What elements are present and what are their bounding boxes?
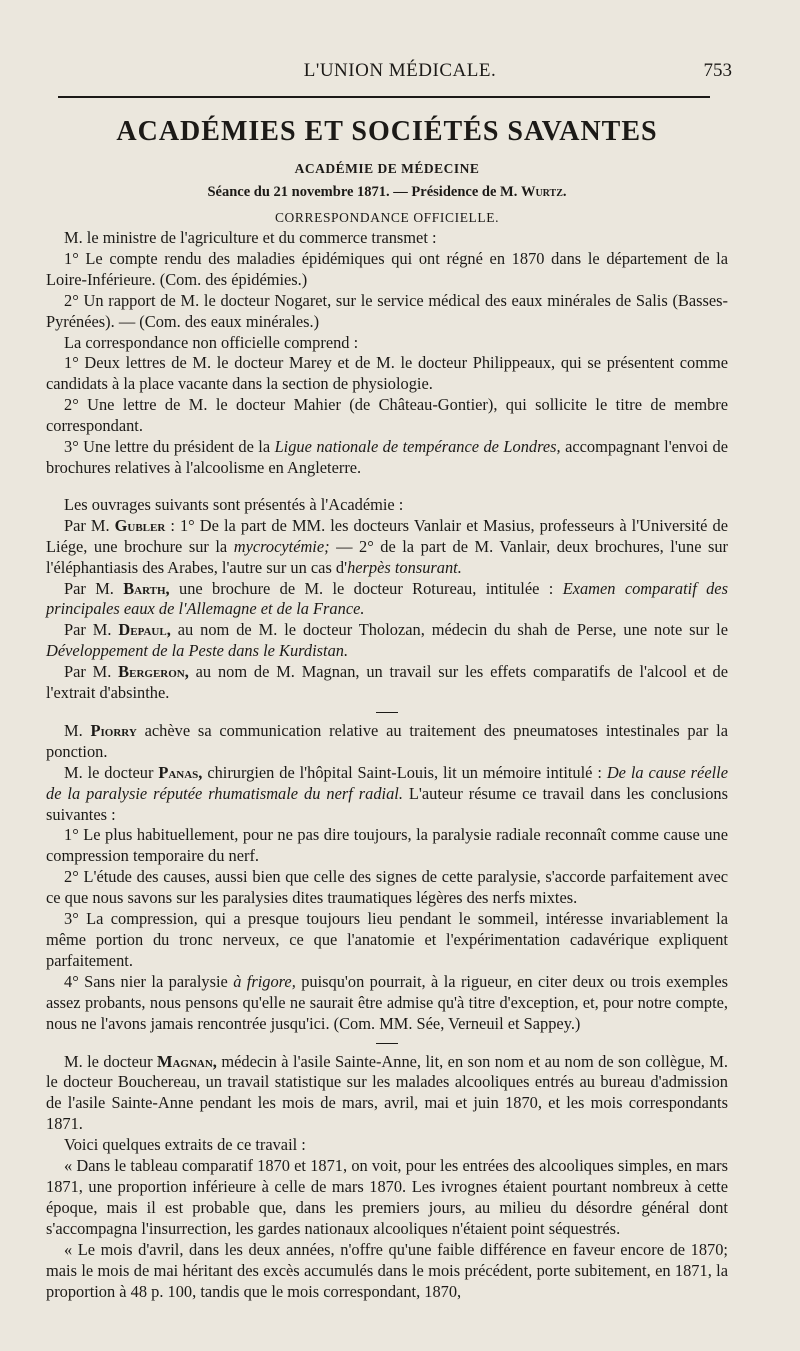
paragraph: 2° Un rapport de M. le docteur Nogaret, sur le service médical des eaux minérales de Salis (Basses-Pyrénées). — (Com. des eaux minérales.) [46, 290, 728, 331]
text: Par M. [64, 662, 112, 682]
author-name: Magnan, [156, 1051, 217, 1071]
text: M. le docteur [64, 1051, 153, 1071]
text: accompagnant l'envoi de brochures relatives à l'alcoolisme en Angleterre. [46, 437, 728, 477]
paragraph: 1° Deux lettres de M. le docteur Marey et de M. le docteur Philippeaux, qui se présentent comme candidats à la place vacante dans la section de physiologie. [46, 353, 728, 394]
paragraph [46, 972, 728, 1035]
section-title: ACADÉMIES ET SOCIÉTÉS SAVANTES [116, 116, 658, 147]
paragraph [46, 579, 728, 621]
page-number: 753 [703, 60, 732, 81]
section-divider [376, 712, 398, 713]
author-name: Bergeron, [118, 662, 189, 682]
text: chirurgien de l'hôpital Saint-Louis, lit un mémoire intitulé : [207, 762, 602, 782]
author-name: Depaul, [118, 620, 171, 640]
author-name: Barth, [123, 578, 170, 598]
running-title: L'UNION MÉDICALE. [303, 60, 497, 81]
text: médecin à l'asile Sainte-Anne, lit, en son nom et au nom de son collègue, M. le docteur Bouchereau, un travail statistique sur les malades alcooliques entrés au bureau d'admission de l'asile Sainte-Anne pendant les mois de mars, avril, mai et juin 1870, et les mois correspondants 1871. [46, 1051, 728, 1134]
paragraph [46, 721, 728, 763]
seance-president: Wurtz. [520, 184, 567, 200]
text: — 2° de la part de M. Vanlair, deux brochures, l'une sur l'éléphantiasis des Arabes, l'autre sur un cas d' [46, 536, 729, 577]
paragraph [46, 620, 728, 662]
text: Par M. [64, 578, 114, 598]
paragraph: « Le mois d'avril, dans les deux années, n'offre qu'une faible différence en faveur encore de 1870; mais le mois de mai héritant des excès accumulés dans le mois précédent, porte subitement, en 1871, la proportion à 48 p. 100, tandis que le mois correspondant, 1870, [46, 1239, 728, 1301]
paragraph: 1° Le compte rendu des maladies épidémiques qui ont régné en 1870 dans le département de la Loire-Inférieure. (Com. des épidémies.) [46, 248, 728, 289]
article [46, 108, 728, 1302]
author-name: Piorry [90, 720, 137, 740]
text: : 1° De la part de MM. les docteurs Vanlair et Masius, professeurs à l'Université de Liége, une brochure sur la [46, 515, 728, 556]
italic-title: Examen comparatif des principales eaux de l'Allemagne et de la France. [46, 578, 728, 619]
text: L'auteur résume ce travail dans les conclusions suivantes : [46, 783, 728, 824]
paragraph: La correspondance non officielle comprend : [64, 332, 359, 352]
paragraph [46, 763, 728, 826]
paragraph: 1° Le plus habituellement, pour ne pas dire toujours, la paralysie radiale reconnaît comme cause une compression temporaire du nerf. [46, 825, 728, 866]
text: une brochure de M. le docteur Rotureau, intitulée : [179, 578, 554, 598]
paragraph: Les ouvrages suivants sont présentés à l'Académie : [64, 494, 404, 514]
text: achève sa communication relative au traitement des pneumatoses intestinales par la ponction. [46, 720, 728, 761]
running-head [40, 58, 760, 90]
paragraph: 2° L'étude des causes, aussi bien que celle des signes de cette paralysie, s'accorde parfaitement avec ce que nous savons sur les paralysies dites traumatiques légères des nerfs mixtes. [46, 867, 728, 908]
paragraph [46, 437, 728, 479]
paragraph: « Dans le tableau comparatif 1870 et 1871, on voit, pour les entrées des alcooliques simples, en mars 1871, une proportion inférieure à celle de mars 1870. Les ivrognes étaient pourtant nombreux à cette époque, mais il est probable que, dans les premiers jours, au milieu du désordre général dont s'accompagna l'insurrection, les gardes nationaux alcooliques n'étaient point séquestrés. [46, 1156, 728, 1238]
text: 4° Sans nier la paralysie [64, 971, 228, 991]
text: Par M. [64, 515, 110, 535]
author-name: Panas, [158, 762, 203, 782]
paragraph [46, 516, 728, 579]
paragraph [46, 662, 728, 704]
text: 3° Une lettre du président de la [64, 437, 271, 457]
academy-title: ACADÉMIE DE MÉDECINE [294, 161, 480, 176]
paragraph: M. le ministre de l'agriculture et du commerce transmet : [64, 228, 437, 247]
paragraph: Voici quelques extraits de ce travail : [64, 1135, 306, 1155]
italic-term: herpès tonsurant. [347, 557, 462, 577]
spacer [46, 479, 728, 495]
italic-title: Ligue nationale de tempérance de Londres, [274, 437, 561, 457]
text: puisqu'on pourrait, à la rigueur, en citer deux ou trois exemples assez probants, nous pensons qu'elle ne saurait être admise qu'à titre d'exception, et, pour notre compte, nous ne l'avons jamais rencontrée jusqu'ici. (Com. MM. Sée, Verneuil et Sappey.) [46, 971, 728, 1033]
italic-term: mycrocytémie; [233, 536, 330, 556]
paragraph [46, 1052, 728, 1136]
italic-term: à frigore, [233, 971, 296, 991]
seance-prefix: Séance du 21 novembre 1871. — Présidence de M. [207, 184, 518, 200]
seance-line [46, 182, 728, 202]
italic-title: Développement de la Peste dans le Kurdistan. [46, 641, 349, 661]
italic-title: De la cause réelle de la paralysie réputée rhumatismale du nerf radial. [46, 762, 728, 803]
text: Par M. [64, 620, 112, 640]
text: M. le docteur [64, 762, 154, 782]
header-rule [58, 96, 710, 98]
paragraph: 3° La compression, qui a presque toujours lieu pendant le sommeil, intéresse invariablement la même portion du tronc nerveux, ce que l'anatomie et l'expérimentation cadavérique expliquent parfaitement. [46, 909, 728, 970]
text: au nom de M. le docteur Tholozan, médecin du shah de Perse, une note sur le [177, 620, 728, 640]
correspondance-title: CORRESPONDANCE OFFICIELLE. [274, 210, 500, 225]
author-name: Gubler [114, 515, 166, 535]
section-divider [376, 1043, 398, 1044]
text: M. [64, 720, 83, 740]
paragraph: 2° Une lettre de M. le docteur Mahier (de Château-Gontier), qui sollicite le titre de membre correspondant. [46, 395, 728, 436]
text: au nom de M. Magnan, un travail sur les effets comparatifs de l'alcool et de l'extrait d'absinthe. [46, 662, 728, 703]
